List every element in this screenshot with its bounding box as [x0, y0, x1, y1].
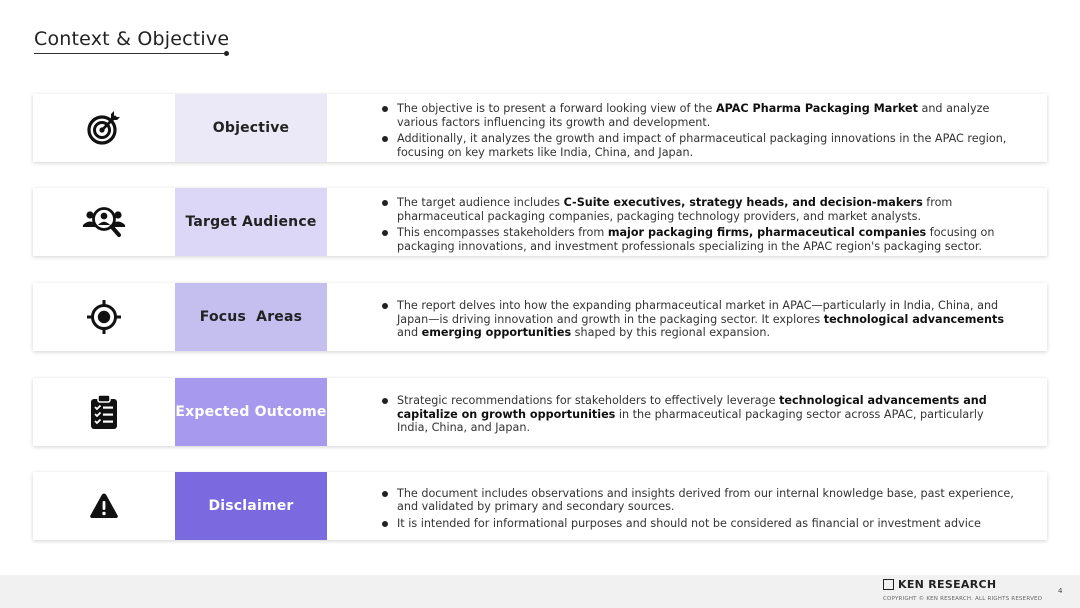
row-disclaimer: [33, 472, 1047, 540]
bullet-item: The document includes observations and insights derived from our internal knowledge base, past experience, and validated by primary and secondary sources.: [382, 487, 1017, 514]
brand-mark-icon: [883, 579, 894, 590]
bullet-item: It is intended for informational purposes and should not be considered as financial or investment advice: [382, 517, 1017, 531]
row-label: Objective: [175, 94, 327, 162]
row-text: [327, 472, 1047, 540]
row-text: [327, 188, 1047, 256]
bullet-item: The target audience includes C-Suite executives, strategy heads, and decision-makers from pharmaceutical packaging companies, packaging technology providers, and market analysts.: [382, 196, 1017, 223]
bullet-item: Strategic recommendations for stakeholders to effectively leverage technological advancements and capitalize on growth opportunities in the pharmaceutical packaging sector across APAC, particularly India, China, and Japan.: [382, 394, 1017, 435]
page-title: Context & Objective: [34, 28, 230, 50]
copyright-text: COPYRIGHT © KEN RESEARCH. ALL RIGHTS RESERVED: [883, 596, 1043, 602]
row-icon-cell: [33, 283, 175, 351]
row-icon-cell: [33, 378, 175, 446]
row-text: [327, 378, 1047, 446]
bullet-item: This encompasses stakeholders from major packaging firms, pharmaceutical companies focusing on packaging innovations, and investment professionals specializing in the APAC region's packaging sector.: [382, 226, 1017, 253]
row-expected-outcome: [33, 378, 1047, 446]
page-number: 4: [1058, 587, 1063, 595]
title-underline: [34, 53, 224, 54]
target-icon: [86, 110, 122, 146]
row-target-audience: [33, 188, 1047, 256]
row-objective: [33, 94, 1047, 162]
row-icon-cell: [33, 472, 175, 540]
brand-name: KEN RESEARCH: [898, 578, 997, 591]
crosshair-icon: [86, 299, 122, 335]
row-focus-areas: [33, 283, 1047, 351]
row-label: Focus Areas: [175, 283, 327, 351]
row-icon-cell: [33, 94, 175, 162]
row-text: [327, 94, 1047, 162]
row-label: Expected Outcome: [175, 378, 327, 446]
row-label: Target Audience: [175, 188, 327, 256]
title-underline-dot: [224, 51, 229, 56]
brand-logo: [883, 578, 996, 591]
bullet-item: Additionally, it analyzes the growth and impact of pharmaceutical packaging innovations in the APAC region, focusing on key markets like India, China, and Japan.: [382, 132, 1017, 159]
bullet-item: The objective is to present a forward looking view of the APAC Pharma Packaging Market and analyze various factors influencing its growth and development.: [382, 102, 1017, 129]
clipboard-checklist-icon: [89, 394, 119, 430]
row-text: [327, 283, 1047, 351]
audience-search-icon: [81, 204, 127, 240]
bullet-item: The report delves into how the expanding pharmaceutical market in APAC—particularly in India, China, and Japan—is driving innovation and growth in the packaging sector. It explores technological advancements and emerging opportunities shaped by this regional expansion.: [382, 299, 1017, 340]
warning-icon: [89, 492, 119, 520]
row-icon-cell: [33, 188, 175, 256]
row-label: Disclaimer: [175, 472, 327, 540]
